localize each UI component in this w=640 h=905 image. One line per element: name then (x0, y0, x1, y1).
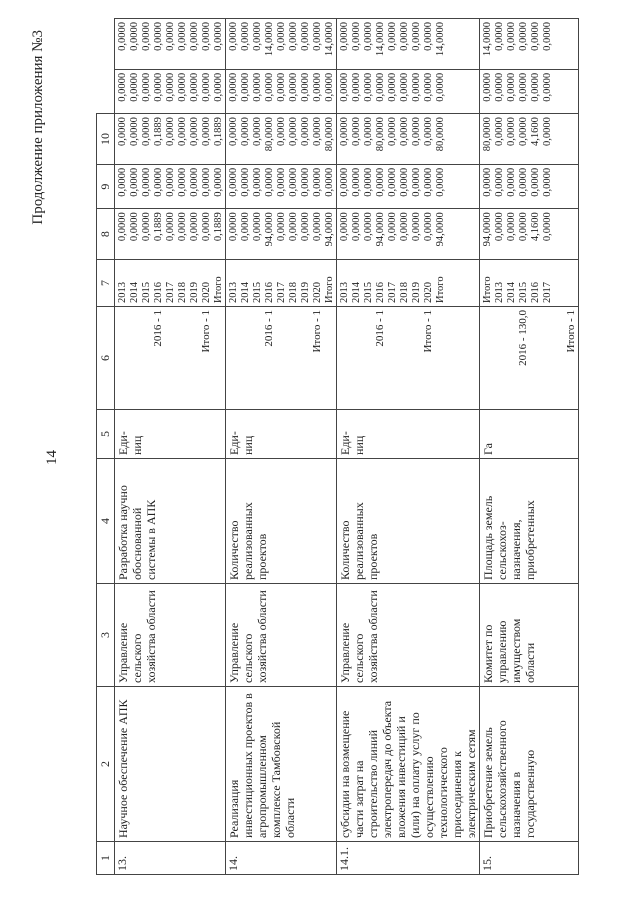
value-local: 0,0000 (411, 72, 422, 102)
year-cell: Итого (324, 276, 335, 303)
value-local: 0,0000 (177, 72, 188, 102)
value-total: 0,0000 (177, 212, 188, 242)
value-regional-column (337, 114, 480, 165)
value-regional: 0,0000 (351, 117, 362, 147)
value-total: 94,0000 (482, 212, 493, 247)
value-local: 0,0000 (312, 72, 323, 102)
value-local: 0,0000 (482, 72, 493, 102)
value-extrabudget-column (115, 19, 226, 70)
value-local: 0,0000 (399, 72, 410, 102)
value-extrabudget: 0,0000 (339, 22, 350, 51)
value-local: 0,0000 (530, 72, 541, 102)
table-row (337, 19, 480, 875)
year-cell: 2019 (411, 282, 422, 303)
value-regional: 0,0000 (252, 117, 263, 147)
value-total: 0,0000 (252, 212, 263, 242)
value-total: 4,1600 (530, 212, 541, 242)
value-local: 0,0000 (252, 72, 263, 102)
value-local: 0,0000 (165, 72, 176, 102)
year-cell: 2019 (189, 282, 200, 303)
value-total: 0,0000 (201, 212, 212, 242)
base-value-total: Итого - 1 (200, 310, 212, 353)
base-value (480, 307, 579, 410)
year-cell: 2014 (240, 282, 251, 303)
value-regional: 0,0000 (411, 117, 422, 147)
value-local: 0,0000 (435, 72, 446, 102)
year-cell: 2017 (542, 282, 553, 303)
table-row (115, 19, 226, 875)
year-cell: Итого (213, 276, 224, 303)
value-total: 0,0000 (411, 212, 422, 242)
value-total-column (337, 209, 480, 260)
table-row (480, 19, 579, 875)
value-local-column (480, 69, 579, 113)
value-extrabudget: 14,0000 (375, 22, 386, 57)
value-local: 0,0000 (129, 72, 140, 102)
value-federal: 0,0000 (264, 167, 275, 197)
page-number: 14 (44, 450, 60, 465)
value-total: 0,0000 (339, 212, 350, 242)
value-total: 94,0000 (324, 212, 335, 247)
value-regional: 0,1889 (213, 117, 224, 147)
base-value (115, 307, 226, 410)
value-total: 0,0000 (363, 212, 374, 242)
value-federal-column (337, 164, 480, 208)
value-federal: 0,0000 (339, 167, 350, 197)
value-regional: 0,0000 (399, 117, 410, 147)
year-cell: 2016 (375, 282, 386, 303)
value-extrabudget: 0,0000 (201, 22, 212, 51)
measure-name: Реализация инвестиционных проектов в агропромышленном комплексе Тамбовской области (226, 687, 337, 842)
value-total: 0,0000 (240, 212, 251, 242)
value-extrabudget: 0,0000 (423, 22, 434, 51)
value-federal-column (480, 164, 579, 208)
value-total: 0,0000 (387, 212, 398, 242)
value-total-column (480, 209, 579, 260)
column-number-5: 5 (97, 410, 115, 459)
base-value-year: 2016 - 1 (263, 310, 275, 347)
base-value-year: 2016 - 1 (374, 310, 386, 347)
year-cell-column (226, 260, 337, 307)
value-federal: 0,0000 (363, 167, 374, 197)
value-extrabudget: 0,0000 (387, 22, 398, 51)
value-extrabudget: 0,0000 (165, 22, 176, 51)
value-regional-column (480, 114, 579, 165)
value-regional: 0,0000 (129, 117, 140, 147)
column-number-7: 7 (97, 260, 115, 307)
value-local: 0,0000 (423, 72, 434, 102)
value-local: 0,0000 (189, 72, 200, 102)
value-regional: 0,0000 (240, 117, 251, 147)
column-number-8: 8 (97, 209, 115, 260)
value-regional: 4,1600 (530, 117, 541, 147)
value-local-column (337, 69, 480, 113)
base-value (337, 307, 480, 410)
value-federal: 0,0000 (387, 167, 398, 197)
year-cell: 2016 (264, 282, 275, 303)
year-cell: 2017 (276, 282, 287, 303)
value-extrabudget: 0,0000 (312, 22, 323, 51)
value-local: 0,0000 (542, 72, 553, 102)
value-regional: 0,1889 (153, 117, 164, 147)
indicator-name: Разработка научно обоснованной системы в АПК (115, 459, 226, 584)
base-value-total: Итого - 1 (422, 310, 434, 353)
responsible-org: Комитет по управлению имуществом области (480, 584, 579, 687)
value-total: 0,0000 (228, 212, 239, 242)
value-local: 0,0000 (240, 72, 251, 102)
value-total: 0,0000 (276, 212, 287, 242)
value-federal: 0,0000 (494, 167, 505, 197)
year-cell: 2018 (288, 282, 299, 303)
row-number: 13. (115, 842, 226, 875)
value-extrabudget: 14,0000 (264, 22, 275, 57)
value-federal: 0,0000 (312, 167, 323, 197)
value-federal: 0,0000 (276, 167, 287, 197)
responsible-org: Управление сельского хозяйства области (337, 584, 480, 687)
value-local: 0,0000 (288, 72, 299, 102)
value-local: 0,0000 (518, 72, 529, 102)
value-federal: 0,0000 (542, 167, 553, 197)
table-body (115, 19, 579, 875)
year-cell: 2014 (506, 282, 517, 303)
value-regional: 0,0000 (141, 117, 152, 147)
value-local: 0,0000 (300, 72, 311, 102)
column-number-10: 10 (97, 114, 115, 165)
year-cell: 2016 (530, 282, 541, 303)
value-extrabudget: 0,0000 (363, 22, 374, 51)
value-total: 94,0000 (375, 212, 386, 247)
indicator-name: Количество реализованных проектов (337, 459, 480, 584)
year-cell: 2013 (117, 282, 128, 303)
unit-of-measure: Га (480, 410, 579, 459)
value-federal: 0,0000 (375, 167, 386, 197)
value-federal: 0,0000 (411, 167, 422, 197)
base-value-year: 2016 - 130,0 (517, 310, 529, 366)
value-extrabudget: 0,0000 (399, 22, 410, 51)
value-regional: 0,0000 (288, 117, 299, 147)
value-total: 0,0000 (494, 212, 505, 242)
value-extrabudget: 0,0000 (141, 22, 152, 51)
row-number: 15. (480, 842, 579, 875)
value-extrabudget: 0,0000 (518, 22, 529, 51)
year-cell: 2013 (228, 282, 239, 303)
value-total: 0,0000 (300, 212, 311, 242)
value-regional: 0,0000 (542, 117, 553, 147)
measure-name: Приобретение земель сельскохозяйственного назначения в государственную (480, 687, 579, 842)
value-extrabudget: 0,0000 (530, 22, 541, 51)
year-cell: Итого (435, 276, 446, 303)
year-cell: 2017 (387, 282, 398, 303)
value-local: 0,0000 (141, 72, 152, 102)
value-local-column (115, 69, 226, 113)
value-regional: 0,0000 (312, 117, 323, 147)
value-local: 0,0000 (324, 72, 335, 102)
year-cell: 2015 (518, 282, 529, 303)
value-extrabudget: 0,0000 (494, 22, 505, 51)
value-regional: 0,0000 (201, 117, 212, 147)
column-number-4: 4 (97, 459, 115, 584)
value-regional: 0,0000 (494, 117, 505, 147)
value-total-column (115, 209, 226, 260)
measure-name: Научное обеспечение АПК (115, 687, 226, 842)
value-total: 0,0000 (117, 212, 128, 242)
value-extrabudget: 0,0000 (228, 22, 239, 51)
program-table (96, 18, 579, 875)
value-federal: 0,0000 (506, 167, 517, 197)
value-regional: 80,0000 (482, 117, 493, 152)
value-federal: 0,0000 (324, 167, 335, 197)
table-row (226, 19, 337, 875)
value-local: 0,0000 (494, 72, 505, 102)
year-cell: 2020 (201, 282, 212, 303)
value-federal: 0,0000 (165, 167, 176, 197)
value-federal: 0,0000 (213, 167, 224, 197)
year-cell: 2013 (494, 282, 505, 303)
year-cell: Итого (482, 276, 493, 303)
value-local: 0,0000 (387, 72, 398, 102)
appendix-title: Продолжение приложения №3 (30, 30, 46, 225)
value-local: 0,0000 (117, 72, 128, 102)
value-local-column (226, 69, 337, 113)
value-total: 0,0000 (165, 212, 176, 242)
year-cell: 2015 (141, 282, 152, 303)
value-local: 0,0000 (228, 72, 239, 102)
value-local: 0,0000 (363, 72, 374, 102)
value-regional-column (226, 114, 337, 165)
value-federal: 0,0000 (300, 167, 311, 197)
value-extrabudget: 14,0000 (324, 22, 335, 57)
value-federal: 0,0000 (530, 167, 541, 197)
row-number: 14.1. (337, 842, 480, 875)
value-extrabudget: 0,0000 (153, 22, 164, 51)
value-regional: 80,0000 (435, 117, 446, 152)
year-cell: 2018 (399, 282, 410, 303)
value-regional: 0,0000 (363, 117, 374, 147)
value-federal: 0,0000 (201, 167, 212, 197)
value-total: 0,0000 (542, 212, 553, 242)
year-cell: 2020 (423, 282, 434, 303)
unit-of-measure: Еди-ниц (226, 410, 337, 459)
value-extrabudget: 14,0000 (482, 22, 493, 57)
responsible-org: Управление сельского хозяйства области (226, 584, 337, 687)
column-number-6: 6 (97, 307, 115, 410)
value-total: 0,0000 (351, 212, 362, 242)
value-regional: 0,0000 (189, 117, 200, 147)
value-regional: 0,0000 (339, 117, 350, 147)
value-total: 0,0000 (189, 212, 200, 242)
value-regional: 0,0000 (518, 117, 529, 147)
value-regional: 80,0000 (264, 117, 275, 152)
value-local: 0,0000 (264, 72, 275, 102)
value-local: 0,0000 (276, 72, 287, 102)
value-regional: 0,0000 (117, 117, 128, 147)
column-number-row (97, 19, 115, 875)
value-regional: 80,0000 (324, 117, 335, 152)
value-extrabudget: 0,0000 (213, 22, 224, 51)
value-regional: 0,0000 (228, 117, 239, 147)
value-extrabudget: 0,0000 (351, 22, 362, 51)
value-federal: 0,0000 (351, 167, 362, 197)
value-federal: 0,0000 (240, 167, 251, 197)
value-extrabudget: 0,0000 (411, 22, 422, 51)
value-total: 0,0000 (518, 212, 529, 242)
value-extrabudget: 0,0000 (506, 22, 517, 51)
year-cell: 2015 (363, 282, 374, 303)
value-extrabudget: 0,0000 (189, 22, 200, 51)
year-cell-column (115, 260, 226, 307)
base-value-total: Итого - 1 (565, 310, 577, 353)
value-local: 0,0000 (201, 72, 212, 102)
value-extrabudget: 0,0000 (240, 22, 251, 51)
value-extrabudget: 0,0000 (542, 22, 553, 51)
value-regional: 0,0000 (300, 117, 311, 147)
value-total: 94,0000 (264, 212, 275, 247)
base-value (226, 307, 337, 410)
value-federal: 0,0000 (153, 167, 164, 197)
base-value-total: Итого - 1 (311, 310, 323, 353)
column-number-9: 9 (97, 164, 115, 208)
value-regional-column (115, 114, 226, 165)
value-extrabudget-column (337, 19, 480, 70)
value-total-column (226, 209, 337, 260)
responsible-org: Управление сельского хозяйства области (115, 584, 226, 687)
value-extrabudget: 0,0000 (177, 22, 188, 51)
value-regional: 0,0000 (387, 117, 398, 147)
value-total: 0,1889 (153, 212, 164, 242)
year-cell: 2015 (252, 282, 263, 303)
value-local: 0,0000 (339, 72, 350, 102)
indicator-name: Количество реализованных проектов (226, 459, 337, 584)
year-cell: 2014 (351, 282, 362, 303)
column-number-1: 1 (97, 842, 115, 875)
value-total: 0,0000 (288, 212, 299, 242)
year-cell: 2013 (339, 282, 350, 303)
value-total: 0,0000 (312, 212, 323, 242)
value-federal: 0,0000 (117, 167, 128, 197)
value-total: 0,0000 (399, 212, 410, 242)
column-number-3: 3 (97, 584, 115, 687)
value-federal: 0,0000 (177, 167, 188, 197)
value-total: 94,0000 (435, 212, 446, 247)
value-regional: 80,0000 (375, 117, 386, 152)
value-federal: 0,0000 (482, 167, 493, 197)
year-cell: 2014 (129, 282, 140, 303)
value-federal: 0,0000 (129, 167, 140, 197)
base-value-year: 2016 - 1 (152, 310, 164, 347)
value-local: 0,0000 (213, 72, 224, 102)
unit-of-measure: Еди-ниц (115, 410, 226, 459)
value-federal: 0,0000 (228, 167, 239, 197)
year-cell: 2016 (153, 282, 164, 303)
year-cell: 2017 (165, 282, 176, 303)
value-total: 0,1889 (213, 212, 224, 242)
value-extrabudget: 0,0000 (252, 22, 263, 51)
value-federal: 0,0000 (399, 167, 410, 197)
value-regional: 0,0000 (506, 117, 517, 147)
value-total: 0,0000 (423, 212, 434, 242)
value-federal: 0,0000 (189, 167, 200, 197)
row-number: 14. (226, 842, 337, 875)
value-extrabudget-column (226, 19, 337, 70)
year-cell: 2019 (300, 282, 311, 303)
value-total: 0,0000 (129, 212, 140, 242)
value-regional: 0,0000 (423, 117, 434, 147)
indicator-name: Площадь земель сельскохоз-назначения, приобретенных (480, 459, 579, 584)
value-extrabudget: 14,0000 (435, 22, 446, 57)
column-number-2: 2 (97, 687, 115, 842)
value-federal: 0,0000 (518, 167, 529, 197)
value-local: 0,0000 (153, 72, 164, 102)
value-federal: 0,0000 (288, 167, 299, 197)
year-cell-column (480, 260, 579, 307)
value-local: 0,0000 (506, 72, 517, 102)
value-total: 0,0000 (141, 212, 152, 242)
year-cell: 2020 (312, 282, 323, 303)
value-local: 0,0000 (351, 72, 362, 102)
value-extrabudget: 0,0000 (129, 22, 140, 51)
value-regional: 0,0000 (177, 117, 188, 147)
value-federal: 0,0000 (435, 167, 446, 197)
value-local: 0,0000 (375, 72, 386, 102)
value-federal-column (226, 164, 337, 208)
value-federal: 0,0000 (252, 167, 263, 197)
value-federal: 0,0000 (423, 167, 434, 197)
year-cell-column (337, 260, 480, 307)
unit-of-measure: Еди-ниц (337, 410, 480, 459)
year-cell: 2018 (177, 282, 188, 303)
value-regional: 0,0000 (165, 117, 176, 147)
value-extrabudget-column (480, 19, 579, 70)
value-extrabudget: 0,0000 (276, 22, 287, 51)
value-extrabudget: 0,0000 (288, 22, 299, 51)
value-extrabudget: 0,0000 (117, 22, 128, 51)
value-total: 0,0000 (506, 212, 517, 242)
value-extrabudget: 0,0000 (300, 22, 311, 51)
value-federal-column (115, 164, 226, 208)
value-federal: 0,0000 (141, 167, 152, 197)
measure-name: субсидии на возмещение части затрат на строительство линий электропередач до объекта вложения инвестиций и (или) на оплату услуг по осуществлению технологического присоединения к электрическим сетям (337, 687, 480, 842)
value-regional: 0,0000 (276, 117, 287, 147)
